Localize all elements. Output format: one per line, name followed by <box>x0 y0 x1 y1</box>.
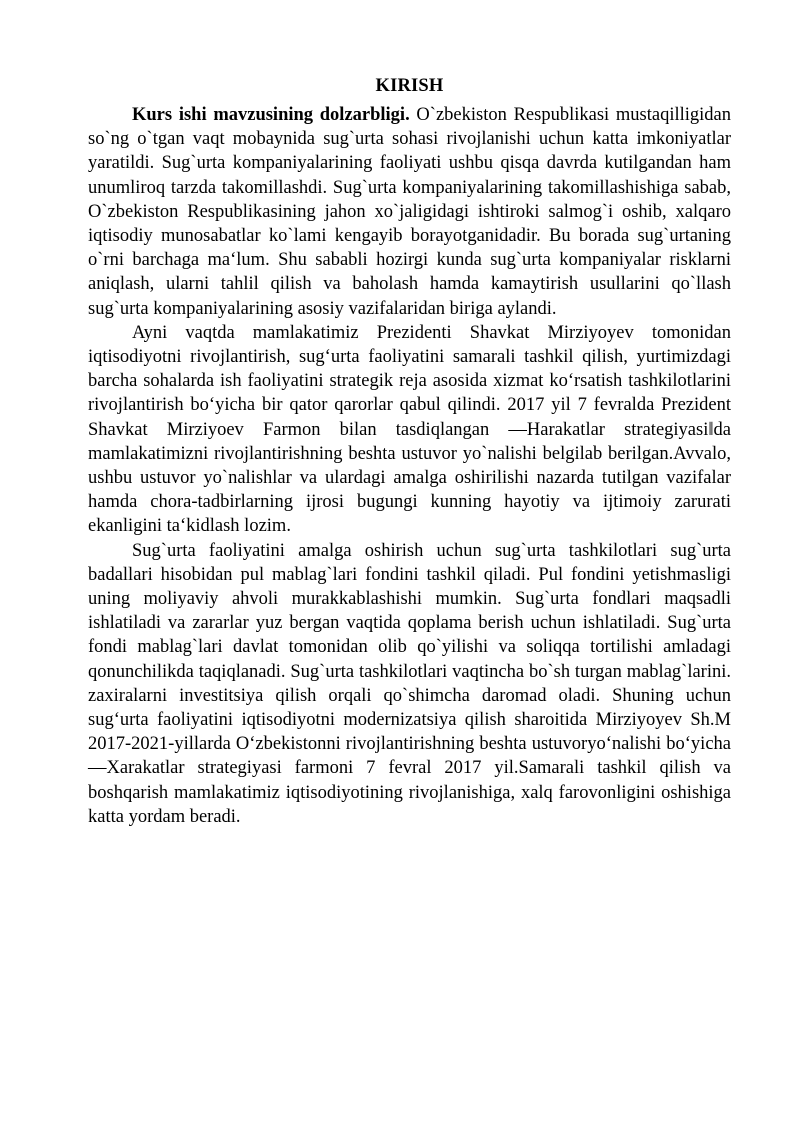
paragraph-1-text: O`zbekiston Respublikasi mustaqilligidan so`ng o`tgan vaqt mobaynida sug`urta sohasi rivojlanishi uchun katta imkoniyatlar yaratildi. Sug`urta kompaniyalarining faoliyati ushbu qisqa davrda kutilgandan ham unumliroq tarzda takomillashdi. Sug`urta kompaniyalarining takomillashishiga sabab, O`zbekiston Respublikasining jahon xo`jaligidagi ishtiroki salmog`i oshib, xalqaro iqtisodiy munosabatlar ko`lami kengayib borayotganidadir. Bu borada sug`urtaning o`rni barchaga ma‘lum. Shu sababli hozirgi kunda sug`urta kompaniyalar risklarni aniqlash, ularni tahlil qilish va baholash hamda kamaytirish usullarini qo`llash sug`urta kompaniyalarining asosiy vazifalaridan biriga aylandi. <box>88 105 731 319</box>
paragraph-3-text: Sug`urta faoliyatini amalga oshirish uchun sug`urta tashkilotlari sug`urta badallari hisobidan pul mablag`lari fondini tashkil qiladi. Pul fondini yetishmasligi uning moliyaviy ahvoli murakkablashishi mumkin. Sug`urta fondlari maqsadli ishlatiladi va zararlar yuz bergan vaqtida qoplama berish uchun ishlatiladi. Sug`urta fondi mablag`lari davlat tomonidan olib qo`yilishi va soliqqa tortilishi amladagi qonunchilikda taqiqlanadi. Sug`urta tashkilotlari vaqtincha bo`sh turgan mablag`larini. zaxiralarni investitsiya qilish orqali qo`shimcha daromad oladi. Shuning uchun sug‘urta faoliyatini iqtisodiyotni modernizatsiya qilish sharoitida Mirziyoyev Sh.M 2017-2021-yillarda O‘zbekistonni rivojlantirishning beshta ustuvoryo‘nalishi bo‘yicha ―Xarakatlar strategiyasi farmoni 7 fevral 2017 yil.Samarali tashkil qilish va boshqarish mamlakatimiz iqtisodiyotining rivojlanishiga, xalq farovonligini oshishiga katta yordam beradi. <box>88 540 731 827</box>
paragraph-1 <box>88 103 731 321</box>
paragraph-1-lead: Kurs ishi mavzusining dolzarbligi. <box>132 105 410 125</box>
page-title: KIRISH <box>375 76 444 96</box>
document-page <box>88 74 731 829</box>
paragraph-2-text: Ayni vaqtda mamlakatimiz Prezidenti Shavkat Mirziyoyev tomonidan iqtisodiyotni rivojlantirish, sug‘urta faoliyatini samarali tashkil qilish, yurtimizdagi barcha sohalarda ish faoliyatini strategik reja asosida xizmat ko‘rsatish tashkilotlarini rivojlantirish bo‘yicha bir qator qarorlar qabul qilindi. 2017 yil 7 fevralda Prezident Shavkat Mirziyoev Farmon bilan tasdiqlangan ―Harakatlar strategiyasi‖da mamlakatimizni rivojlantirishning beshta ustuvor yo`nalishi belgilab berilgan.Avvalo, ushbu ustuvor yo`nalishlar va ulardagi amalga oshirilishi nazarda tutilgan vazifalar hamda chora-tadbirlarning ijrosi bugungi kunning hayotiy va ijtimoiy zarurati ekanligini ta‘kidlash lozim. <box>88 322 731 537</box>
paragraph-2 <box>88 321 731 539</box>
paragraph-3 <box>88 539 731 829</box>
